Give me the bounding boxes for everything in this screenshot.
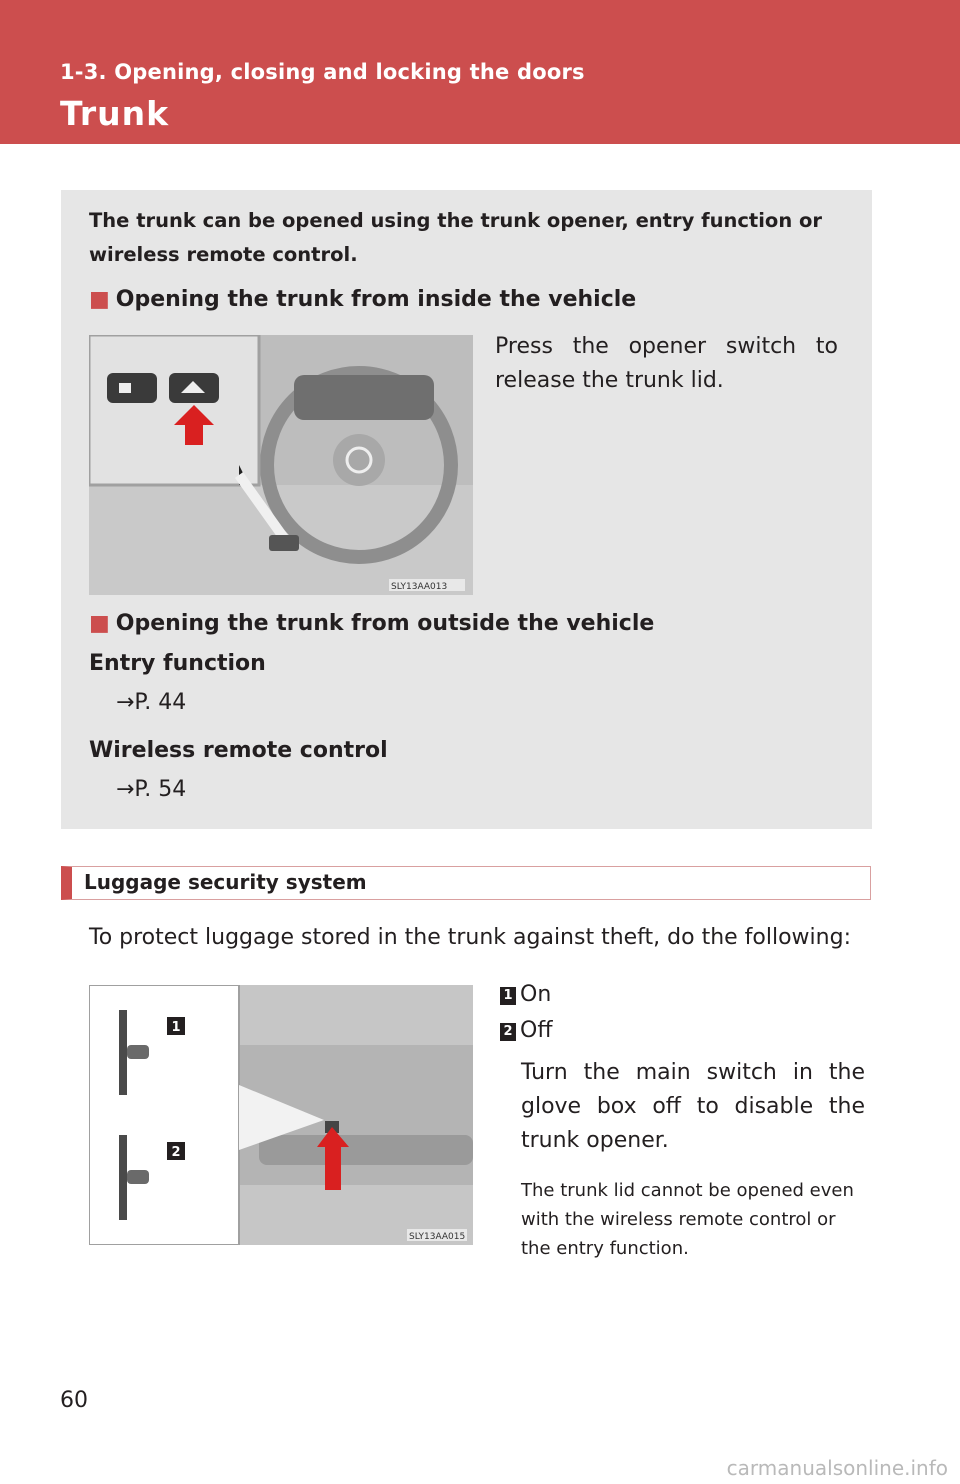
list-item-off [500, 1018, 552, 1043]
fig-num-2: 2 [171, 1145, 181, 1160]
section-title: 1-3. Opening, closing and locking the doors [60, 60, 585, 84]
number-badge: 1 [500, 987, 516, 1005]
list-item-label: On [520, 982, 552, 1007]
luggage-intro-text: To protect luggage stored in the trunk against theft, do the following: [89, 925, 851, 950]
page-title: Trunk [60, 94, 170, 133]
list-item-on [500, 982, 551, 1007]
inside-body-text: Press the opener switch to release the trunk lid. [495, 334, 838, 393]
figure-code-2: SLY13AA015 [409, 1232, 466, 1242]
watermark: carmanualsonline.info [726, 1456, 948, 1480]
square-bullet-icon: ■ [89, 611, 110, 636]
figure-code-1: SLY13AA013 [391, 582, 448, 592]
glove-box-switch-photo [89, 985, 473, 1245]
inside-heading [89, 287, 636, 312]
wireless-remote-ref[interactable]: →P. 54 [116, 777, 187, 802]
number-badge: 2 [500, 1023, 516, 1041]
luggage-section-title: Luggage security system [84, 870, 367, 894]
outside-heading [89, 611, 654, 636]
wireless-remote-label: Wireless remote control [89, 738, 388, 763]
inside-heading-label: Opening the trunk from inside the vehicle [115, 287, 637, 312]
square-bullet-icon: ■ [89, 287, 110, 312]
intro-text: The trunk can be opened using the trunk opener, entry function or wireless remote control. [89, 209, 823, 266]
entry-function-ref[interactable]: →P. 44 [116, 690, 187, 715]
opener-switch-photo [89, 335, 473, 595]
list-item-label: Off [520, 1018, 553, 1043]
outside-heading-label: Opening the trunk from outside the vehicle [115, 611, 655, 636]
entry-function-label: Entry function [89, 651, 266, 676]
fig-num-1: 1 [171, 1020, 181, 1035]
page-number: 60 [60, 1388, 88, 1413]
luggage-note: The trunk lid cannot be opened even with the wireless remote control or the entry function. [521, 1180, 854, 1259]
luggage-body-text: Turn the main switch in the glove box off to disable the trunk opener. [521, 1060, 865, 1153]
